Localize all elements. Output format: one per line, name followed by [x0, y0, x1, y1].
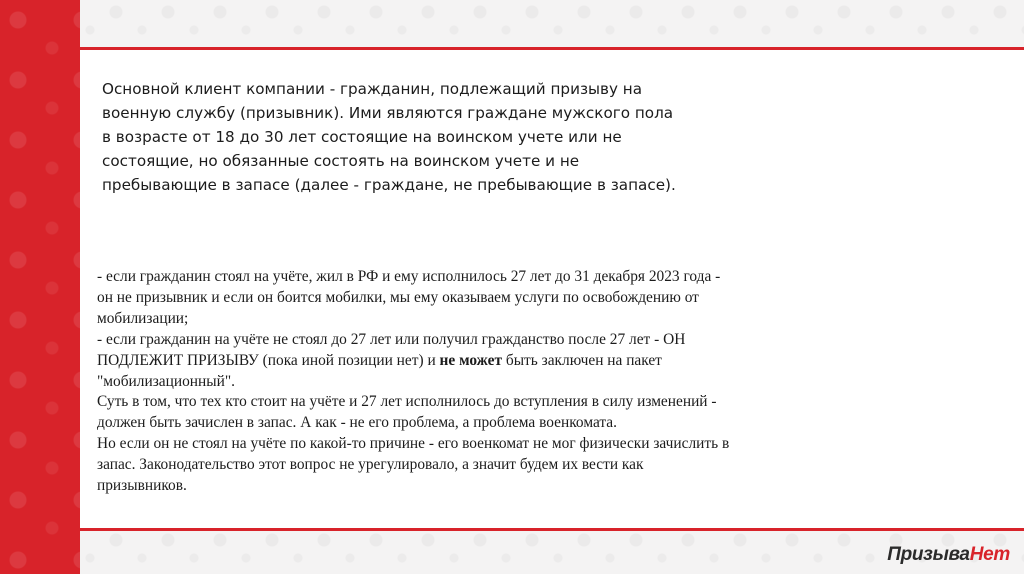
paragraph-3: Суть в том, что тех кто стоит на учёте и 27 лет исполнилось до вступления в силу изменений - должен быть зачислен в запас. А как - не его проблема, а проблема военкомата. [97, 393, 717, 432]
paragraph-4: Но если он не стоял на учёте по какой-то причине - его военкомат не мог физически зачислить в запас. Законодательство этот вопрос не урегулировало, а значит будем их вести как призывников. [97, 435, 730, 495]
left-red-bar [0, 0, 80, 574]
intro-paragraph: Основной клиент компании - гражданин, подлежащий призыву на военную службу (призывник). Ими являются граждане мужского пола в возрасте от 18 до 30 лет состоящие на воинском учете или не состоящие, но обязанные состоять на воинском учете и не пребывающие в запасе (далее - граждане, не пребывающие в запасе). [102, 80, 676, 194]
brand-logo [887, 544, 1010, 566]
logo-part-1: Призыва [887, 544, 970, 565]
body-text [97, 267, 737, 497]
paragraph-2-bold: не может [439, 351, 503, 369]
paragraph-2-start: - если гражданин на учёте не стоял до 27 лет или получил гражданство после 27 лет - ОН ПОДЛЕЖИТ ПРИЗЫВУ (пока иной позиции нет) и [97, 330, 686, 369]
paragraph-2 [97, 330, 737, 393]
paragraph-1: - если гражданин стоял на учёте, жил в РФ и ему исполнилось 27 лет до 31 декабря 2023 года - он не призывник и если он боится мобилки, мы ему оказываем услуги по освобождению от мобилизации; [97, 268, 721, 327]
paragraph-2-end: быть заключен на пакет "мобилизационный". [97, 351, 662, 390]
logo-part-2: Нет [969, 544, 1010, 565]
